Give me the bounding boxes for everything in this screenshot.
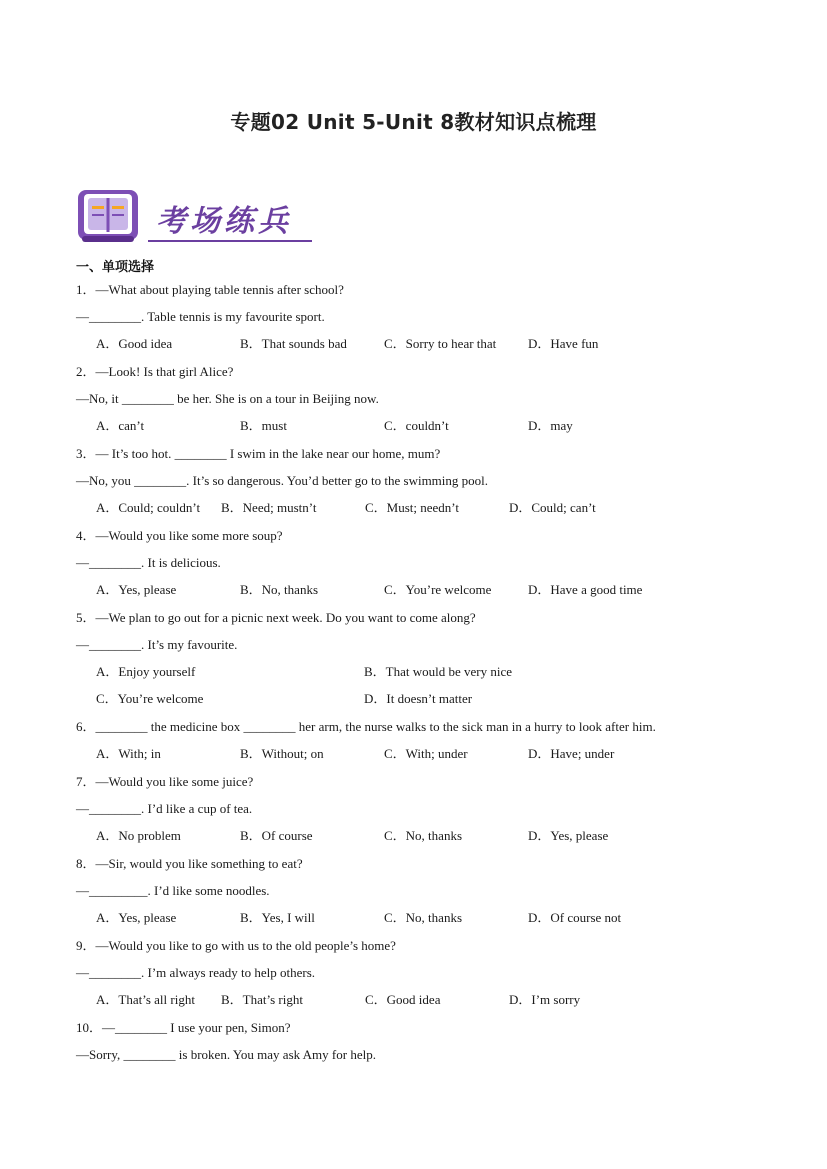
question-item bbox=[76, 1014, 756, 1068]
answer-option: A．That’s all right bbox=[96, 992, 195, 1007]
answer-option: B．That’s right bbox=[221, 992, 303, 1007]
question-stem: 7．—Would you like some juice? bbox=[76, 774, 254, 789]
answer-option: D．Have a good time bbox=[528, 582, 643, 597]
answer-option: D．may bbox=[528, 418, 573, 433]
answer-option: B．Of course bbox=[240, 828, 313, 843]
answer-option: D．Have fun bbox=[528, 336, 599, 351]
answer-option: A．Yes, please bbox=[96, 910, 177, 925]
answer-option: B．must bbox=[240, 418, 287, 433]
option-row bbox=[76, 412, 756, 439]
question-stem: 6．________ the medicine box ________ her arm, the nurse walks to the sick man in a hurry to look after him. bbox=[76, 719, 656, 734]
option-row bbox=[76, 904, 756, 931]
option-row bbox=[76, 494, 756, 521]
question-item bbox=[76, 713, 756, 767]
answer-option: C．Must; needn’t bbox=[365, 500, 460, 515]
answer-option: A．can’t bbox=[96, 418, 145, 433]
answer-option: A．Enjoy yourself bbox=[96, 664, 196, 679]
question-item bbox=[76, 604, 756, 712]
answer-option: D．Have; under bbox=[528, 746, 615, 761]
answer-option: B．Yes, I will bbox=[240, 910, 315, 925]
question-stem: 10．—________ I use your pen, Simon? bbox=[76, 1020, 291, 1035]
answer-option: D．I’m sorry bbox=[509, 992, 581, 1007]
answer-option: A．Good idea bbox=[96, 336, 173, 351]
question-item bbox=[76, 522, 756, 603]
question-response: —_________. I’d like some noodles. bbox=[76, 883, 270, 898]
question-stem: 5．—We plan to go out for a picnic next week. Do you want to come along? bbox=[76, 610, 476, 625]
section-banner bbox=[76, 186, 316, 246]
answer-option: C．couldn’t bbox=[384, 418, 449, 433]
option-row bbox=[76, 576, 756, 603]
answer-option: C．With; under bbox=[384, 746, 468, 761]
question-response: —Sorry, ________ is broken. You may ask Amy for help. bbox=[76, 1047, 376, 1062]
question-response: —________. I’m always ready to help others. bbox=[76, 965, 316, 980]
question-list bbox=[76, 276, 756, 1069]
answer-option: B．That would be very nice bbox=[364, 664, 513, 679]
answer-option: C．No, thanks bbox=[384, 828, 463, 843]
question-item bbox=[76, 850, 756, 931]
answer-option: C．You’re welcome bbox=[96, 691, 204, 706]
answer-option: D．It doesn’t matter bbox=[364, 691, 473, 706]
answer-option: A．With; in bbox=[96, 746, 161, 761]
answer-option: A．No problem bbox=[96, 828, 181, 843]
option-row bbox=[76, 822, 756, 849]
answer-option: B．Without; on bbox=[240, 746, 324, 761]
question-response: —________. It is delicious. bbox=[76, 555, 221, 570]
question-stem: 2．—Look! Is that girl Alice? bbox=[76, 364, 234, 379]
question-item bbox=[76, 358, 756, 439]
question-stem: 9．—Would you like to go with us to the old people’s home? bbox=[76, 938, 396, 953]
question-response: —No, you ________. It’s so dangerous. You’d better go to the swimming pool. bbox=[76, 473, 489, 488]
answer-option: C．Sorry to hear that bbox=[384, 336, 497, 351]
question-response: —________. I’d like a cup of tea. bbox=[76, 801, 253, 816]
question-item bbox=[76, 276, 756, 357]
answer-option: B．No, thanks bbox=[240, 582, 319, 597]
answer-option: A．Could; couldn’t bbox=[96, 500, 201, 515]
banner-text: 考场练兵 bbox=[156, 204, 292, 239]
answer-option: C．Good idea bbox=[365, 992, 441, 1007]
question-response: —No, it ________ be her. She is on a tour in Beijing now. bbox=[76, 391, 379, 406]
answer-option: A．Yes, please bbox=[96, 582, 177, 597]
answer-option: C．No, thanks bbox=[384, 910, 463, 925]
question-stem: 8．—Sir, would you like something to eat? bbox=[76, 856, 303, 871]
question-stem: 1．—What about playing table tennis after school? bbox=[76, 282, 344, 297]
answer-option: B．That sounds bad bbox=[240, 336, 347, 351]
answer-option: D．Could; can’t bbox=[509, 500, 596, 515]
question-response: —________. It’s my favourite. bbox=[76, 637, 238, 652]
option-row bbox=[76, 685, 756, 712]
section-heading: 一、单项选择 bbox=[76, 260, 155, 275]
question-item bbox=[76, 440, 756, 521]
answer-option: B．Need; mustn’t bbox=[221, 500, 317, 515]
option-row bbox=[76, 986, 756, 1013]
answer-option: D．Yes, please bbox=[528, 828, 609, 843]
question-response: —________. Table tennis is my favourite sport. bbox=[76, 309, 325, 324]
question-stem: 3．— It’s too hot. ________ I swim in the lake near our home, mum? bbox=[76, 446, 441, 461]
question-item bbox=[76, 768, 756, 849]
option-row bbox=[76, 330, 756, 357]
option-row bbox=[76, 658, 756, 685]
option-row bbox=[76, 740, 756, 767]
answer-option: C．You’re welcome bbox=[384, 582, 492, 597]
question-item bbox=[76, 932, 756, 1013]
question-stem: 4．—Would you like some more soup? bbox=[76, 528, 283, 543]
answer-option: D．Of course not bbox=[528, 910, 622, 925]
page-title: 专题02 Unit 5-Unit 8教材知识点梳理 bbox=[230, 110, 597, 134]
